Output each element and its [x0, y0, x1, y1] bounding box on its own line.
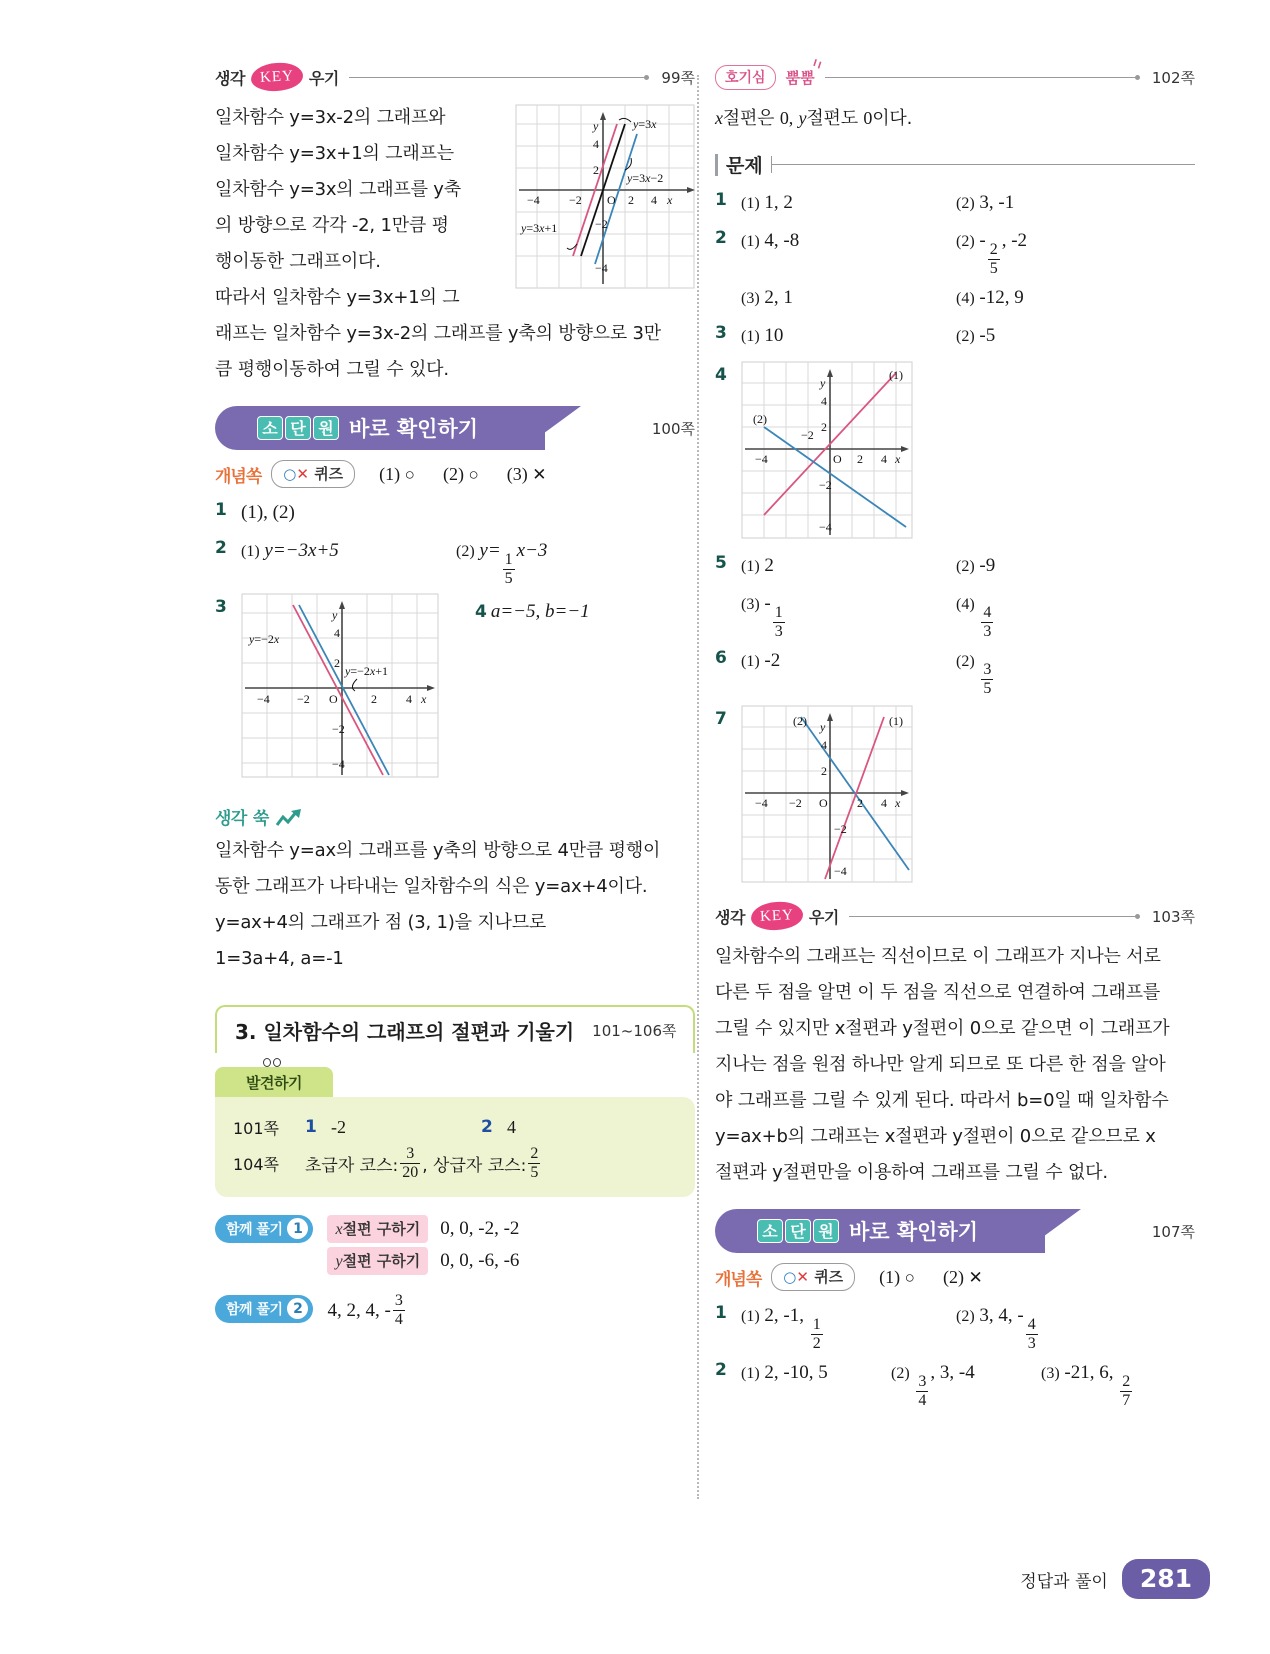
graph-y3x-family [515, 104, 695, 289]
text-line: 큼 평행이동하여 그릴 수 있다. [215, 359, 449, 380]
circle-icon: ○ [283, 465, 297, 483]
subsection-banner-left [215, 406, 695, 450]
page-footer [1020, 1559, 1210, 1599]
solve-together-1 [215, 1213, 695, 1277]
answers-right-1 [715, 186, 1195, 353]
solve-tag: y절편 구하기 [327, 1247, 428, 1275]
answer-row [715, 644, 1195, 697]
answer-row [715, 587, 1195, 640]
quiz-label: 퀴즈 [314, 465, 344, 483]
fraction: $\frac{4}{3}$ [1027, 1316, 1036, 1352]
ox-quiz-row-left [215, 460, 695, 488]
banner-tag-group [257, 416, 339, 440]
section-header-card [215, 1005, 695, 1053]
text-line: y=ax+4의 그래프가 점 (3, 1)을 지나므로 [215, 912, 547, 933]
answer-row [475, 593, 590, 627]
text-line: 래프는 일차함수 y=3x-2의 그래프를 y축의 방향으로 3만 [215, 323, 661, 344]
ssuk-word: 쑥 [252, 809, 269, 829]
svg-text:O: O [607, 193, 616, 207]
left-column [215, 60, 695, 1328]
think-key-body-left [215, 100, 695, 388]
banner-page-ref: 107쪽 [1151, 1223, 1195, 1241]
subsection-banner-right [715, 1209, 1195, 1253]
ox-quiz-row-right [715, 1263, 1195, 1291]
svg-text:x: x [667, 193, 673, 207]
banner-tag-char: 소 [757, 1219, 783, 1243]
svg-text:−4: −4 [755, 796, 768, 810]
solve-pill-label: 함께 풀기 [226, 1221, 283, 1238]
svg-text:O: O [819, 796, 828, 810]
answer-value: (1), (2) [241, 502, 295, 523]
svg-text:y=3x−2: y=3x−2 [627, 171, 664, 185]
fraction: $\frac{3}{4}$ [918, 1373, 927, 1409]
page-number: 281 [1122, 1559, 1210, 1599]
svg-text:2: 2 [857, 796, 863, 810]
banner-tag-group [757, 1219, 839, 1243]
discover-row [233, 1109, 677, 1145]
solve-line [327, 1213, 519, 1245]
header-rule [849, 916, 1140, 917]
discover-item-number: 2 [481, 1117, 493, 1137]
solve-pill [215, 1295, 313, 1323]
question-number: 7 [715, 709, 727, 729]
svg-text:−2: −2 [819, 478, 832, 492]
fraction: $\frac{3}{4}$ [394, 1292, 403, 1328]
text-line: 일차함수의 그래프는 직선이므로 이 그래프가 지나는 서로 [715, 946, 1161, 967]
discover-row [233, 1145, 677, 1181]
svg-text:4: 4 [334, 626, 340, 640]
banner-tag-char: 원 [313, 416, 339, 440]
page-ref: 99쪽 [661, 68, 695, 87]
growth-arrow-icon [275, 807, 305, 829]
svg-text:y: y [332, 608, 338, 622]
fraction: $\frac{2}{5}$ [989, 241, 998, 277]
discover-page: 104쪽 [233, 1154, 279, 1174]
answer-cell: (1) 2, -10, 5 [741, 1362, 828, 1383]
cross-icon: ✕ [796, 1268, 809, 1286]
svg-text:y: y [593, 119, 599, 133]
question-number: 2 [215, 538, 227, 558]
fraction: $\frac{1}{5}$ [504, 551, 513, 587]
curiosity-header [715, 60, 1195, 94]
discover-item-number: 1 [305, 1117, 317, 1137]
svg-text:(1): (1) [889, 714, 903, 728]
svg-text:2: 2 [593, 163, 599, 177]
answer-cell: (3) -21, 6, $\frac{2}{7}$ [1041, 1362, 1131, 1409]
discover-page: 101쪽 [233, 1118, 279, 1138]
fraction: $\frac{3}{5}$ [983, 661, 992, 697]
answer-cell: (2) 3, 4, - $\frac{4}{3}$ [956, 1305, 1036, 1352]
svg-text:2: 2 [334, 656, 340, 670]
answer-cell: (3) 2, 1 [741, 287, 793, 308]
question-number: 1 [215, 500, 227, 520]
svg-text:−4: −4 [527, 193, 540, 207]
concept-label: 개념쏙 [715, 1269, 762, 1290]
answer-cell: (2) $\frac{3}{5}$ [956, 653, 992, 697]
header-rule [349, 77, 650, 78]
svg-text:y: y [820, 720, 826, 734]
page-ref: 102쪽 [1151, 68, 1195, 87]
right-column [715, 60, 1195, 1413]
question-number: 1 [715, 190, 727, 210]
svg-text:y=−2x+1: y=−2x+1 [345, 664, 388, 678]
graph-y-neg2x-family [241, 593, 439, 778]
text-line: 일차함수 y=3x+1의 그래프는 [215, 143, 454, 164]
answer-cell: (2) -9 [956, 555, 996, 576]
banner-title: 바로 확인하기 [849, 1220, 979, 1244]
discover-body [215, 1097, 695, 1197]
question-number: 6 [715, 648, 727, 668]
text-line: 야 그래프를 그릴 수 있게 된다. 따라서 b=0일 때 일차함수 [715, 1090, 1169, 1111]
answer-cell: (2) y= $\frac{1}{5}$ x−3 [456, 540, 548, 587]
svg-text:(1): (1) [889, 368, 903, 382]
ox-quiz-pill [771, 1263, 855, 1291]
curiosity-badge: 호기심 [715, 65, 776, 90]
answer-cell: (2) $\frac{3}{4}$ , 3, -4 [891, 1362, 975, 1409]
ox-answers [865, 1267, 983, 1288]
answer-value: y= [479, 540, 501, 561]
solve-tag: x절편 구하기 [327, 1215, 428, 1243]
svg-text:−2: −2 [834, 822, 847, 836]
key-badge-icon [750, 901, 803, 932]
question-number: 5 [715, 553, 727, 573]
svg-text:O: O [329, 692, 338, 706]
solve-values: 4, 2, 4, - [327, 1299, 391, 1321]
solve-line [327, 1293, 406, 1328]
answer-cell [241, 534, 456, 567]
think-key-prefix: 생각 [715, 907, 745, 927]
text-line: 절편과 y절편만을 이용하여 그래프를 그릴 수 없다. [715, 1162, 1108, 1183]
answer-row [715, 1299, 1195, 1352]
svg-text:−4: −4 [819, 520, 832, 534]
ssuk-prefix: 생각 [215, 809, 247, 829]
ox-answer-item: (2) ✕ [942, 1266, 983, 1287]
svg-text:2: 2 [371, 692, 377, 706]
solve-pill-number: 2 [287, 1298, 308, 1319]
solve-pill-number: 1 [287, 1218, 308, 1239]
question-number: 2 [715, 228, 727, 248]
answer-cell: (3) - $\frac{1}{3}$ [741, 593, 783, 640]
text-line: 따라서 일차함수 y=3x+1의 그 [215, 287, 460, 308]
svg-text:x: x [895, 452, 901, 466]
answer-cell: (1) 10 [741, 325, 784, 346]
text-line: 다른 두 점을 알면 이 두 점을 직선으로 연결하여 그래프를 [715, 982, 1161, 1003]
svg-text:x: x [895, 796, 901, 810]
svg-text:y=3x+1: y=3x+1 [521, 221, 558, 235]
think-key-suffix: 우기 [808, 907, 839, 927]
graph7-row [715, 705, 1195, 883]
graph-problem-4 [741, 361, 913, 539]
concept-label: 개념쏙 [215, 466, 262, 487]
key-badge-label: KEY [259, 67, 295, 86]
question-number: 3 [215, 597, 227, 617]
curiosity-body: x절편은 0, y절편도 0이다. [715, 108, 913, 129]
solve-lines [327, 1213, 519, 1277]
think-key-prefix: 생각 [215, 68, 245, 88]
text-line: 그릴 수 있지만 x절편과 y절편이 0으로 같으면 이 그래프가 [715, 1018, 1170, 1039]
text-line: 지나는 점을 원점 하나만 알게 되므로 또 다른 한 점을 알아 [715, 1054, 1166, 1075]
fraction: $\frac{2}{7}$ [1122, 1373, 1131, 1409]
svg-text:4: 4 [881, 796, 887, 810]
fraction: $\frac{3}{20}$ [402, 1144, 419, 1181]
fraction: $\frac{2}{5}$ [530, 1144, 539, 1181]
ox-answers [365, 464, 546, 485]
svg-text:−4: −4 [834, 864, 847, 878]
think-key-suffix: 우기 [308, 68, 339, 88]
svg-text:−2: −2 [801, 428, 814, 442]
answer-cell: (1) 2 [741, 555, 774, 576]
graph3-row [215, 593, 695, 778]
svg-text:(2): (2) [753, 412, 767, 426]
curiosity-tail: 뿜뿜 [785, 68, 815, 87]
discover-item-value: 4 [507, 1116, 516, 1137]
answer-value: y=−3x+5 [264, 540, 339, 561]
think-ssuk-body [215, 833, 695, 977]
solve-together-2 [215, 1293, 695, 1328]
answers-right-3 [715, 1299, 1195, 1409]
think-key-text-left [215, 100, 490, 316]
question-number: 3 [715, 323, 727, 343]
svg-text:4: 4 [881, 452, 887, 466]
answer-cell: (2) - $\frac{2}{5}$ , -2 [956, 230, 1028, 277]
think-ssuk-header [215, 804, 695, 829]
discover-tab [215, 1067, 333, 1097]
fraction: $\frac{1}{3}$ [774, 604, 783, 640]
answer-cell: (1) -2 [741, 650, 781, 671]
footer-label: 정답과 풀이 [1020, 1571, 1108, 1592]
key-badge-label: KEY [759, 906, 795, 925]
graph4-row [715, 361, 1195, 539]
svg-text:y=3x: y=3x [633, 117, 657, 131]
answer-row [715, 319, 1195, 353]
discover-item-value: -2 [331, 1116, 346, 1137]
answer-row [715, 186, 1195, 220]
svg-text:−4: −4 [257, 692, 270, 706]
question-number [715, 281, 741, 285]
svg-text:4: 4 [821, 394, 827, 408]
answer-row [715, 224, 1195, 277]
answer-row [715, 549, 1195, 583]
discover-text: , 상급자 코스: [422, 1155, 527, 1176]
svg-text:−2: −2 [297, 692, 310, 706]
answers-right-2 [715, 549, 1195, 697]
answer-label: (1) [241, 543, 260, 560]
ox-answer-item: (3) ✕ [506, 463, 547, 484]
banner-tag-char: 소 [257, 416, 283, 440]
svg-text:2: 2 [821, 420, 827, 434]
answer-cell: (2) -5 [956, 325, 996, 346]
ox-answer-item: (1) ○ [879, 1266, 915, 1287]
answers-left [215, 496, 695, 587]
svg-text:−2: −2 [332, 722, 345, 736]
circle-icon: ○ [783, 1268, 797, 1286]
text-line: 일차함수 y=ax의 그래프를 y축의 방향으로 4만큼 평행이 [215, 840, 661, 861]
text-line: 1=3a+4, a=-1 [215, 948, 344, 969]
header-rule [771, 164, 1195, 165]
think-key-header-right [715, 899, 1195, 933]
svg-text:−2: −2 [595, 217, 608, 231]
svg-text:4: 4 [651, 193, 657, 207]
section-title: 3. 일차함수의 그래프의 절편과 기울기 [235, 1019, 575, 1044]
problems-header [715, 151, 1195, 178]
question-number [715, 587, 741, 591]
answer-cell: (1) 1, 2 [741, 192, 793, 213]
question-number: 4 [475, 602, 487, 622]
header-marker [715, 154, 718, 176]
answer-cell: (4) $\frac{4}{3}$ [956, 596, 992, 640]
svg-text:4: 4 [821, 738, 827, 752]
solve-pill [215, 1215, 313, 1243]
answer-label: (2) [456, 543, 475, 560]
svg-text:−2: −2 [789, 796, 802, 810]
svg-text:−4: −4 [332, 757, 345, 771]
think-key-text-left-cont [215, 316, 685, 388]
question-number: 4 [715, 365, 727, 385]
key-badge-icon [250, 62, 303, 93]
text-line: 동한 그래프가 나타내는 일차함수의 식은 y=ax+4이다. [215, 876, 648, 897]
solve-lines [327, 1293, 406, 1328]
answer-value: a=−5, b=−1 [490, 601, 590, 622]
problems-title: 문제 [726, 155, 763, 177]
answer-cell: (4) -12, 9 [956, 287, 1024, 308]
svg-text:−4: −4 [755, 452, 768, 466]
question-number: 2 [715, 1360, 727, 1380]
think-key-header-left [215, 60, 695, 94]
fraction: $\frac{1}{2}$ [812, 1316, 821, 1352]
svg-text:O: O [833, 452, 842, 466]
ox-answer-item: (2) ○ [442, 463, 479, 484]
solve-pill-label: 함께 풀기 [226, 1301, 283, 1318]
answer-row [715, 281, 1195, 315]
ox-quiz-pill [271, 460, 355, 488]
text-line: y=ax+b의 그래프는 x절편과 y절편이 0으로 같으므로 x [715, 1126, 1156, 1147]
column-divider [697, 75, 699, 1499]
answer-cell: (2) 3, -1 [956, 192, 1015, 213]
solve-values: 0, 0, -2, -2 [440, 1218, 520, 1239]
banner-title: 바로 확인하기 [349, 417, 479, 441]
answer-cell: (1) 4, -8 [741, 230, 800, 251]
banner-tag-char: 원 [813, 1219, 839, 1243]
svg-text:(2): (2) [793, 714, 807, 728]
text-line: 의 방향으로 각각 -2, 1만큼 평 [215, 215, 449, 236]
fraction: $\frac{4}{3}$ [983, 604, 992, 640]
quiz-label: 퀴즈 [814, 1268, 844, 1286]
svg-text:2: 2 [628, 193, 634, 207]
svg-text:y: y [820, 376, 826, 390]
page-ref: 103쪽 [1151, 907, 1195, 926]
section-page-ref: 101~106쪽 [592, 1021, 677, 1040]
cross-icon: ✕ [296, 465, 309, 483]
answer-row [715, 1356, 1195, 1409]
svg-text:x: x [421, 692, 427, 706]
answer-row [215, 534, 695, 587]
banner-tag-char: 단 [285, 416, 311, 440]
banner-page-ref: 100쪽 [651, 420, 695, 438]
banner-tag-char: 단 [785, 1219, 811, 1243]
question-number: 1 [715, 1303, 727, 1323]
discover-text: 초급자 코스: [305, 1155, 399, 1176]
svg-text:y=−2x: y=−2x [249, 632, 280, 646]
svg-text:4: 4 [406, 692, 412, 706]
svg-text:2: 2 [821, 764, 827, 778]
text-line: 일차함수 y=3x의 그래프를 y축 [215, 179, 461, 200]
think-key-body-right [715, 939, 1195, 1191]
svg-text:2: 2 [857, 452, 863, 466]
svg-text:−2: −2 [569, 193, 582, 207]
graph-problem-7 [741, 705, 913, 883]
discover-tab-label: 발견하기 [246, 1073, 302, 1092]
solve-values: 0, 0, -6, -6 [440, 1250, 520, 1271]
answer-row [215, 496, 695, 530]
svg-text:−4: −4 [595, 261, 608, 275]
answer-cell: (1) 2, -1, $\frac{1}{2}$ [741, 1305, 821, 1352]
text-line: 일차함수 y=3x-2의 그래프와 [215, 107, 446, 128]
solve-line [327, 1245, 519, 1277]
svg-text:4: 4 [593, 137, 599, 151]
header-rule [825, 77, 1140, 78]
text-line: 행이동한 그래프이다. [215, 251, 381, 272]
eyes-icon [263, 1058, 281, 1067]
ox-answer-item: (1) ○ [379, 463, 415, 484]
